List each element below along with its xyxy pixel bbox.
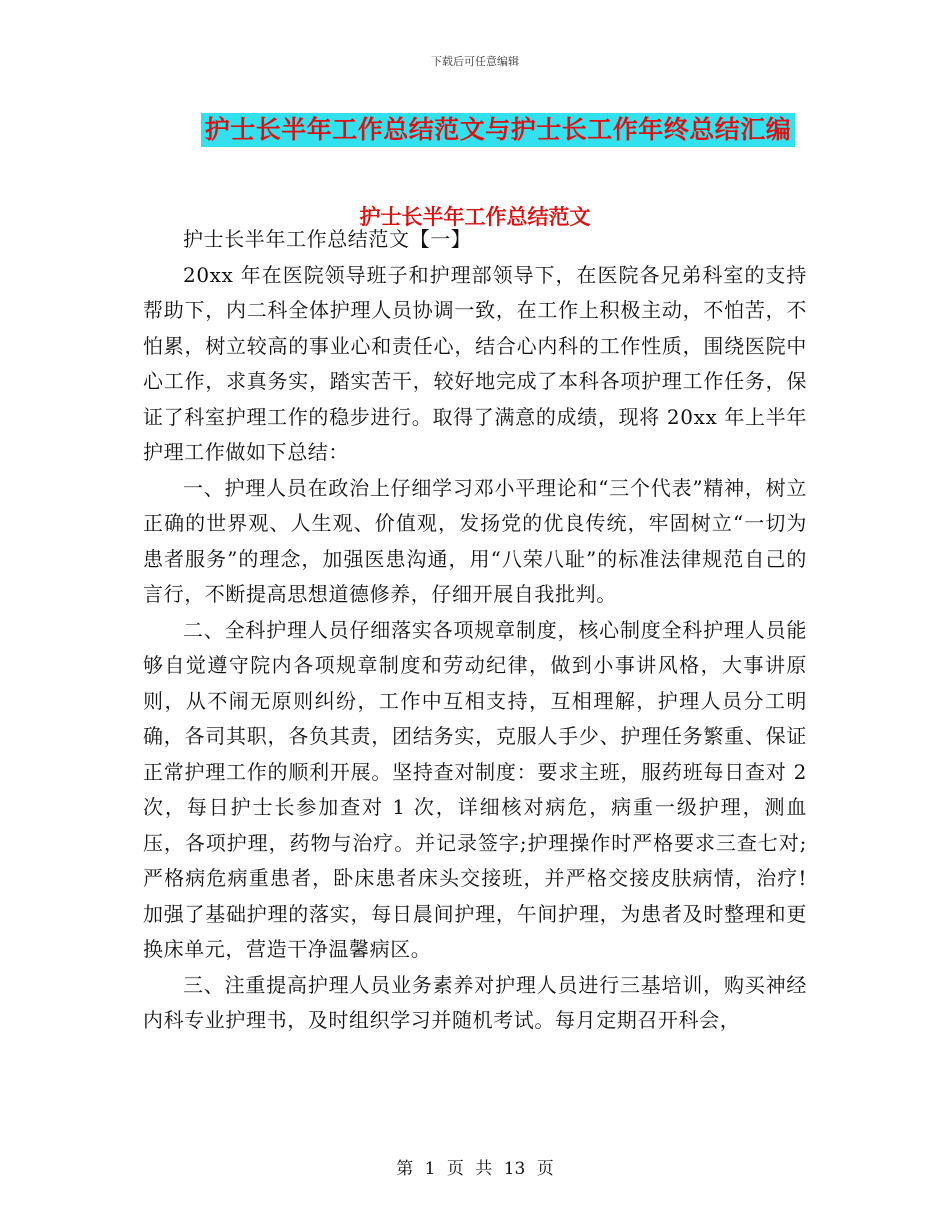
paragraph: 三、注重提高护理人员业务素养对护理人员进行三基培训，购买神经内科专业护理书，及时组织学习并随机考试。每月定期召开科会，	[143, 972, 807, 1032]
paragraph: 二、全科护理人员仔细落实各项规章制度，核心制度全科护理人员能够自觉遵守院内各项规章制度和劳动纪律，做到小事讲风格，大事讲原则，从不闹无原则纠纷，工作中互相支持，互相理解，护理人员分工明确，各司其职，各负其责，团结务实，克服人手少、护理任务繁重、保证正常护理工作的顺利开展。坚持查对制度：要求主班，服药班每日查对 2 次，每日护士长参加查对 1 次，详细核对病危，病重一级护理，测血压，各项护理，药物与治疗。并记录签字;护理操作时严格要求三查七对;严格病危病重患者，卧床患者床头交接班，并严格交接皮肤病情，治疗!加强了基础护理的落实，每日晨间护理，午间护理，为患者及时整理和更换床单元，营造干净温馨病区。	[143, 617, 807, 961]
section-title: 护士长半年工作总结范文	[359, 204, 591, 229]
document-body	[143, 222, 807, 1039]
paragraph: 一、护理人员在政治上仔细学习邓小平理论和“三个代表”精神，树立正确的世界观、人生观、价值观，发扬党的优良传统，牢固树立“一切为患者服务”的理念，加强医患沟通，用“八荣八耻”的标准法律规范自己的言行，不断提高思想道德修养，仔细开展自我批判。	[143, 475, 807, 606]
paragraph-heading: 护士长半年工作总结范文【一】	[183, 227, 472, 251]
page-footer: 第 1 页 共 13 页	[396, 1159, 554, 1179]
main-title: 护士长半年工作总结范文与护士长工作年终总结汇编	[201, 113, 796, 147]
paragraph: 20xx 年在医院领导班子和护理部领导下，在医院各兄弟科室的支持帮助下，内二科全体护理人员协调一致，在工作上积极主动，不怕苦，不怕累，树立较高的事业心和责任心，结合心内科的工作性质，围绕医院中心工作，求真务实，踏实苦干，较好地完成了本科各项护理工作任务，保证了科室护理工作的稳步进行。取得了满意的成绩，现将 20xx 年上半年护理工作做如下总结：	[143, 262, 807, 464]
main-title-container	[0, 113, 950, 147]
page-header-note: 下载后可任意编辑	[431, 55, 519, 68]
